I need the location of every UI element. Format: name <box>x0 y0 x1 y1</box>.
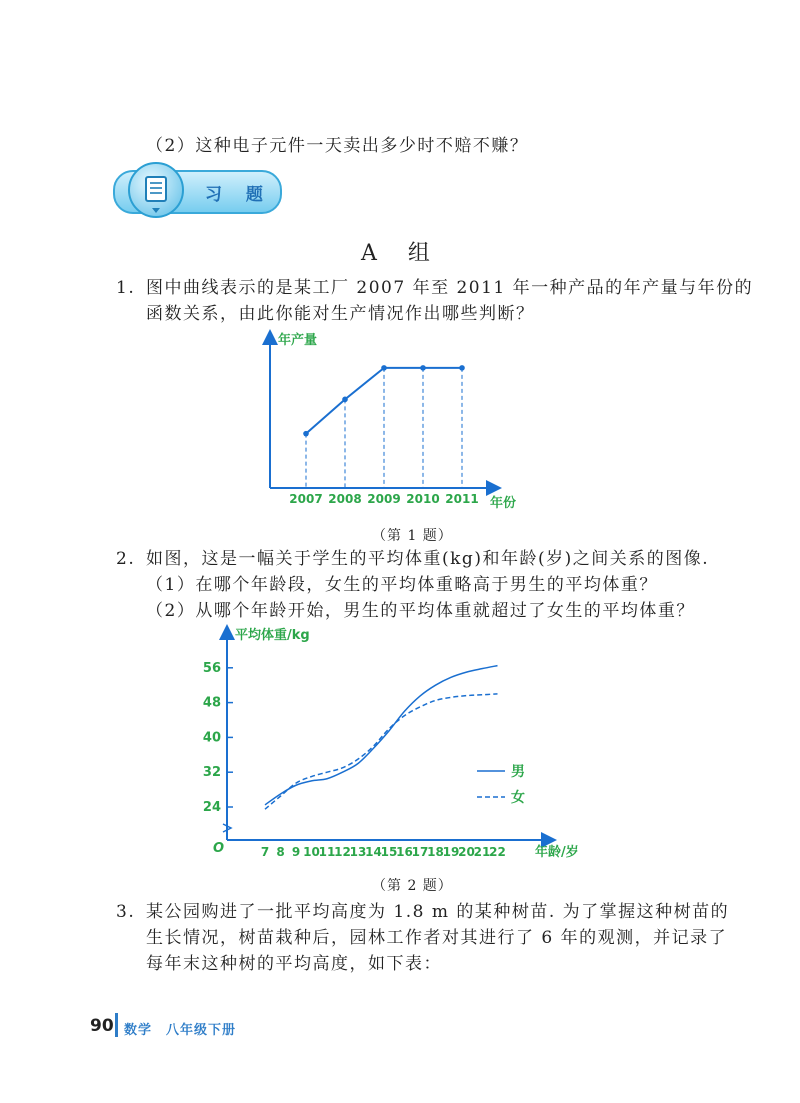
chart-1-x-label: 年份 <box>490 496 517 511</box>
problem-3-number: 3. <box>116 902 136 922</box>
problem-2-caption: （第 2 题） <box>372 878 453 894</box>
x-tick-label: 7 <box>260 845 270 859</box>
problem-3-text-line-2: 生长情况，树苗栽种后，园林工作者对其进行了 6 年的观测，并记录了 <box>146 928 728 948</box>
x-tick-label: 11 <box>318 845 336 859</box>
problem-1-text-line-2: 函数关系，由此你能对生产情况作出哪些判断？ <box>146 304 535 324</box>
x-tick-label: 22 <box>489 845 506 859</box>
footer-divider <box>115 1013 118 1037</box>
x-tick-label: 18 <box>427 845 444 859</box>
x-tick-label: 15 <box>380 845 398 859</box>
legend-male-label: 男 <box>511 764 525 780</box>
chart-2-weight-age <box>202 620 605 865</box>
x-tick-label: 2007 <box>289 492 323 506</box>
x-tick-label: 8 <box>276 845 285 859</box>
x-tick-label: 16 <box>396 845 413 859</box>
section-title: A 组 <box>361 241 442 266</box>
x-tick-label: 2010 <box>406 492 440 506</box>
problem-2-text-line-1: 如图，这是一幅关于学生的平均体重(kg)和年龄(岁)之间关系的图像. <box>146 549 710 569</box>
problem-2-sub-2: （2）从哪个年龄开始，男生的平均体重就超过了女生的平均体重？ <box>146 601 695 621</box>
y-tick-label: 56 <box>202 660 221 676</box>
series-female-line <box>265 694 498 809</box>
data-point <box>459 365 465 371</box>
x-tick-label: 2011 <box>445 492 479 506</box>
problem-1-number: 1. <box>116 278 136 298</box>
x-tick-label: 17 <box>411 845 429 859</box>
problem-2-number: 2. <box>116 549 136 569</box>
x-tick-label: 20 <box>458 845 475 859</box>
legend-female-label: 女 <box>511 790 525 806</box>
exercise-banner-label: 习 题 <box>205 185 272 205</box>
x-tick-label: 12 <box>334 845 351 859</box>
x-tick-label: 19 <box>442 845 460 859</box>
problem-3-text-line-3: 每年末这种树的平均高度，如下表： <box>146 954 442 974</box>
y-tick-label: 48 <box>202 695 221 711</box>
problem-1-caption: （第 1 题） <box>372 528 453 544</box>
x-tick-label: 10 <box>303 845 320 859</box>
problem-3-text-line-1: 某公园购进了一批平均高度为 1.8 m 的某种树苗. 为了掌握这种树苗的 <box>146 902 730 922</box>
page-number: 90 <box>90 1016 114 1036</box>
x-tick-label: 2008 <box>328 492 362 506</box>
footer-book-title: 数学 八年级下册 <box>124 1023 237 1038</box>
data-point <box>381 365 387 371</box>
problem-1-text-line-1: 图中曲线表示的是某工厂 2007 年至 2011 年一种产品的年产量与年份的 <box>146 278 754 298</box>
data-point <box>420 365 426 371</box>
y-tick-label: 32 <box>202 765 221 781</box>
series-male-line <box>265 666 498 805</box>
chart-2-x-label: 年龄/岁 <box>535 845 579 860</box>
chart-1-production <box>250 325 540 515</box>
x-tick-label: 13 <box>349 845 367 859</box>
chart-1-y-label: 年产量 <box>278 333 318 348</box>
x-tick-label: 2009 <box>367 492 401 506</box>
x-tick-label: 9 <box>291 845 301 859</box>
chart-2-origin-label: O <box>213 841 225 856</box>
notebook-icon <box>128 162 184 218</box>
y-tick-label: 24 <box>202 800 221 815</box>
question-part-2: （2）这种电子元件一天卖出多少时不赔不赚？ <box>146 136 529 156</box>
x-tick-label: 14 <box>365 845 382 859</box>
x-tick-label: 21 <box>473 845 491 859</box>
chart-2-y-label: 平均体重/kg <box>235 628 310 643</box>
y-tick-label: 40 <box>202 730 221 746</box>
data-point <box>342 397 348 403</box>
data-point <box>303 431 309 437</box>
problem-2-sub-1: （1）在哪个年龄段，女生的平均体重略高于男生的平均体重？ <box>146 575 658 595</box>
